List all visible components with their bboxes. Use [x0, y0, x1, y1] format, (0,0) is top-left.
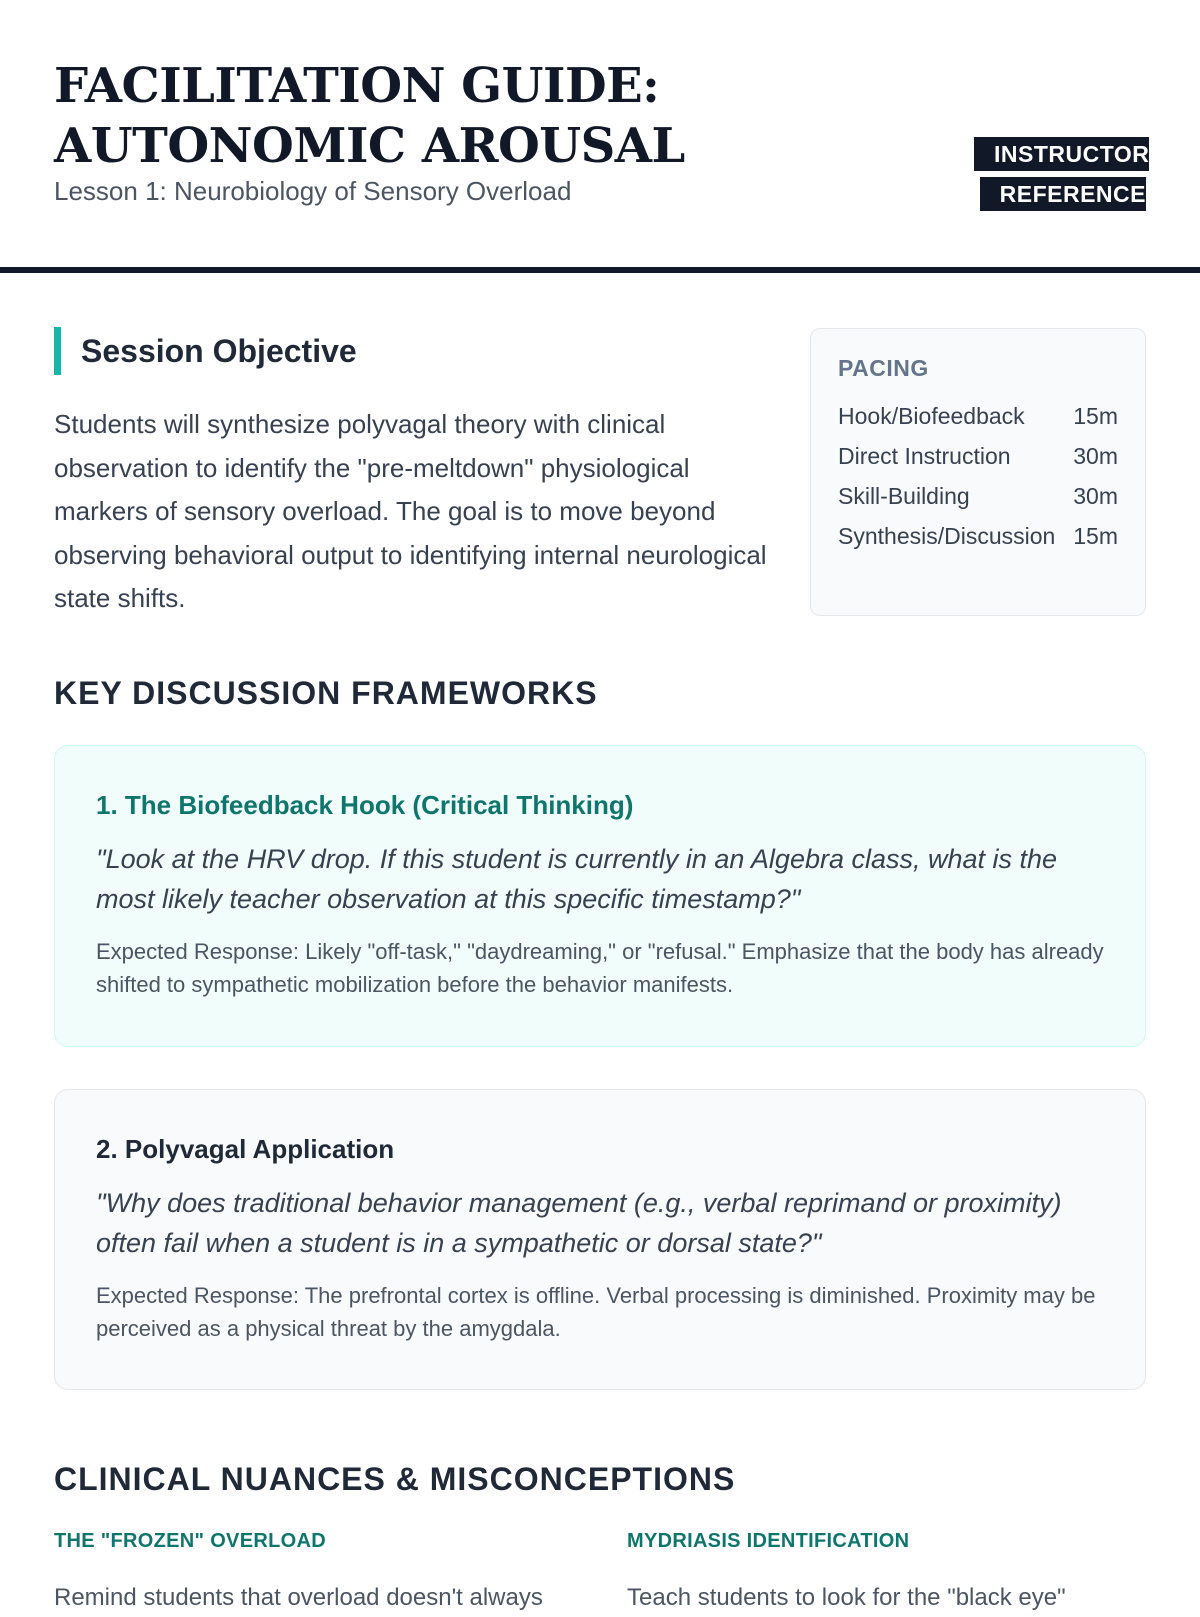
nuance-title: MYDRIASIS IDENTIFICATION: [627, 1530, 910, 1552]
framework-card-title: 2. Polyvagal Application: [96, 1134, 395, 1164]
pacing-row-label: Skill-Building: [838, 483, 970, 509]
nuance-mydriasis: [627, 1530, 1127, 1617]
framework-card-title: 1. The Biofeedback Hook (Critical Thinking): [96, 790, 634, 820]
framework-card-response: Expected Response: The prefrontal cortex is offline. Verbal processing is diminished. Proximity may be perceived as a physical threat by the amygdala.: [96, 1283, 1096, 1341]
lesson-subtitle: Lesson 1: Neurobiology of Sensory Overload: [54, 176, 572, 206]
accent-bar: [54, 327, 61, 375]
pacing-row-time: 15m: [1073, 403, 1118, 429]
pacing-row-label: Direct Instruction: [838, 443, 1011, 469]
framework-card-quote: "Look at the HRV drop. If this student is currently in an Algebra class, what is the most likely teacher observation at this specific timestamp?": [96, 844, 1058, 914]
pacing-title: PACING: [838, 355, 929, 381]
pacing-row-time: 15m: [1073, 523, 1118, 549]
framework-card-polyvagal: [54, 1089, 1146, 1390]
nuance-title: THE "FROZEN" OVERLOAD: [54, 1530, 326, 1552]
instructor-badge: [974, 134, 1150, 214]
pacing-row-time: 30m: [1073, 483, 1118, 509]
frameworks-section-title: KEY DISCUSSION FRAMEWORKS: [54, 675, 598, 711]
nuance-text: Remind students that overload doesn't always: [54, 1584, 543, 1611]
pacing-row-label: Synthesis/Discussion: [838, 523, 1056, 549]
session-objective-section: [54, 327, 774, 621]
instructor-badge-label: INSTRUCTOR REFERENCE: [974, 137, 1149, 211]
page-title: FACILITATION GUIDE: AUTONOMIC AROUSAL: [54, 58, 685, 174]
framework-card-quote: "Why does traditional behavior management (e.g., verbal reprimand or proximity) often fail when a student is in a sympathetic or dorsal state?": [96, 1188, 1062, 1258]
pacing-row: [838, 436, 1118, 476]
framework-card-response: Expected Response: Likely "off-task," "daydreaming," or "refusal." Emphasize that the body has already shifted to sympathetic mobilization before the behavior manifests.: [96, 939, 1104, 997]
nuances-section-title: CLINICAL NUANCES & MISCONCEPTIONS: [54, 1461, 736, 1497]
session-objective-title: Session Objective: [81, 332, 357, 369]
pacing-row: [838, 476, 1118, 516]
header-divider: [0, 267, 1200, 273]
session-objective-heading: [54, 327, 774, 375]
pacing-row-label: Hook/Biofeedback: [838, 403, 1025, 429]
pacing-row: [838, 516, 1118, 556]
session-objective-text: Students will synthesize polyvagal theory with clinical observation to identify the "pre-meltdown" physiological markers of sensory overload. The goal is to move beyond observing behavioral output to identifying internal neurological state shifts.: [54, 409, 767, 613]
pacing-row: [838, 396, 1118, 436]
document-header: [54, 56, 1150, 216]
nuance-frozen-overload: [54, 1530, 554, 1617]
framework-card-biofeedback: [54, 745, 1146, 1047]
nuance-text: Teach students to look for the "black eye": [627, 1584, 1066, 1611]
pacing-row-time: 30m: [1073, 443, 1118, 469]
pacing-panel: [810, 328, 1146, 616]
